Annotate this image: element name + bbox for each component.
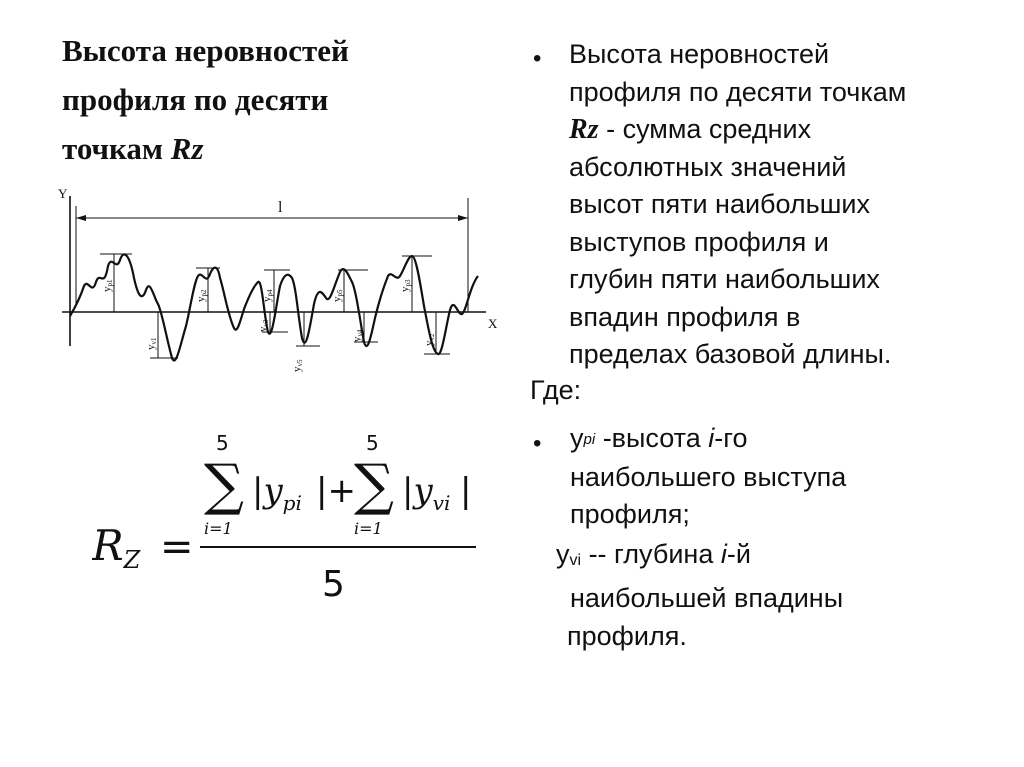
valley-y-symbol: y [556, 539, 570, 569]
definition-line-4: абсолютных значений [569, 151, 847, 182]
valley-definition-suffix: -й [726, 539, 751, 569]
sum1-sigma: ∑ [204, 453, 244, 518]
title-line-1: Высота неровностей [62, 33, 349, 68]
formula-denominator: 5 [322, 564, 345, 605]
definition-line-3 [569, 111, 989, 149]
peak-label-1: yp1 [101, 279, 114, 292]
sum1-term: $|y_{pi}$ [252, 471, 302, 515]
definition-rz-symbol: Rz [569, 114, 599, 145]
peak-y-symbol: y [570, 423, 584, 453]
valley-y-subscript: vi [569, 552, 582, 569]
y-axis-label: Y [58, 186, 68, 201]
definition-line-3-text: - сумма средних [598, 114, 812, 144]
fraction-bar [200, 546, 476, 548]
profile-diagram [58, 186, 504, 378]
peak-definition [570, 420, 990, 534]
valley-definition-text: -- глубина [581, 539, 721, 569]
formula-lhs: RZ [92, 521, 141, 574]
valley-label-5: yv2 [423, 333, 436, 346]
title-line-3-text: точкам [62, 131, 171, 166]
valley-label-3: yv5 [291, 359, 304, 372]
title-rz-symbol: Rz [170, 131, 204, 166]
valley-label-1: yv1 [145, 337, 158, 350]
peak-label-5: yp3 [399, 279, 412, 292]
formula-equals: = [160, 524, 194, 570]
peak-i-symbol: i [708, 423, 715, 453]
definition-line-9 [569, 336, 989, 374]
sum2-term: $|y_{vi}$ [402, 471, 451, 515]
peak-definition-text: -высота [595, 423, 709, 453]
x-axis-label: X [488, 316, 498, 331]
peak-label-2: yp2 [195, 289, 208, 302]
definition-line-6: выступов профиля и [569, 226, 829, 257]
length-arrow-right [458, 215, 468, 221]
definition-line-1: Высота неровностей [569, 39, 830, 69]
definition-period: . [883, 339, 892, 369]
peak-definition-line-1 [570, 420, 990, 459]
sum1-upper: 5 [216, 431, 229, 455]
formula-close-bar: | [460, 471, 472, 511]
valley-definition-line-2: наибольшей впадины [570, 582, 844, 613]
title-line-2: профиля по десяти [62, 82, 329, 117]
where-label: Где: [530, 375, 582, 405]
definition-line-2: профиля по десяти точкам [569, 76, 907, 107]
definition-line-5: высот пяти наибольших [569, 189, 870, 219]
length-label: l [278, 199, 283, 216]
definition-line-8: впадин профиля в [569, 301, 801, 332]
peak-definition-suffix: -го [714, 423, 748, 453]
valley-definition-line-1 [556, 536, 976, 580]
definition-line-7: глубин пяти наибольших [569, 264, 880, 294]
valley-label-4: yv4 [351, 329, 364, 342]
rz-formula [92, 430, 492, 610]
sum2-lower: i=1 [354, 519, 383, 538]
peak-y-subscript: pi [583, 431, 596, 448]
peak-markers [100, 254, 432, 312]
slide-title [62, 26, 482, 173]
sum2-upper: 5 [366, 431, 379, 455]
valley-definition-end: профиля. [567, 621, 687, 651]
bullet-2: • [533, 430, 542, 457]
sum1-lower: i=1 [204, 519, 233, 538]
formula-plus: |+ [316, 471, 356, 511]
valley-definition [556, 536, 976, 617]
definition-paragraph [569, 36, 989, 374]
bullet-1: • [533, 45, 542, 72]
peak-label-4: yp5 [331, 289, 344, 302]
length-arrow-left [76, 215, 86, 221]
title-line-3 [62, 124, 482, 173]
valley-i-symbol: i [720, 539, 727, 569]
valley-label-2: yv3 [257, 319, 270, 332]
peak-definition-line-3: профиля; [570, 499, 690, 529]
peak-definition-line-2: наибольшего выступа [570, 461, 847, 492]
definition-line-9-text: пределах базовой длины [569, 339, 884, 369]
peak-label-3: yp4 [261, 289, 274, 302]
sum2-sigma: ∑ [354, 453, 394, 518]
